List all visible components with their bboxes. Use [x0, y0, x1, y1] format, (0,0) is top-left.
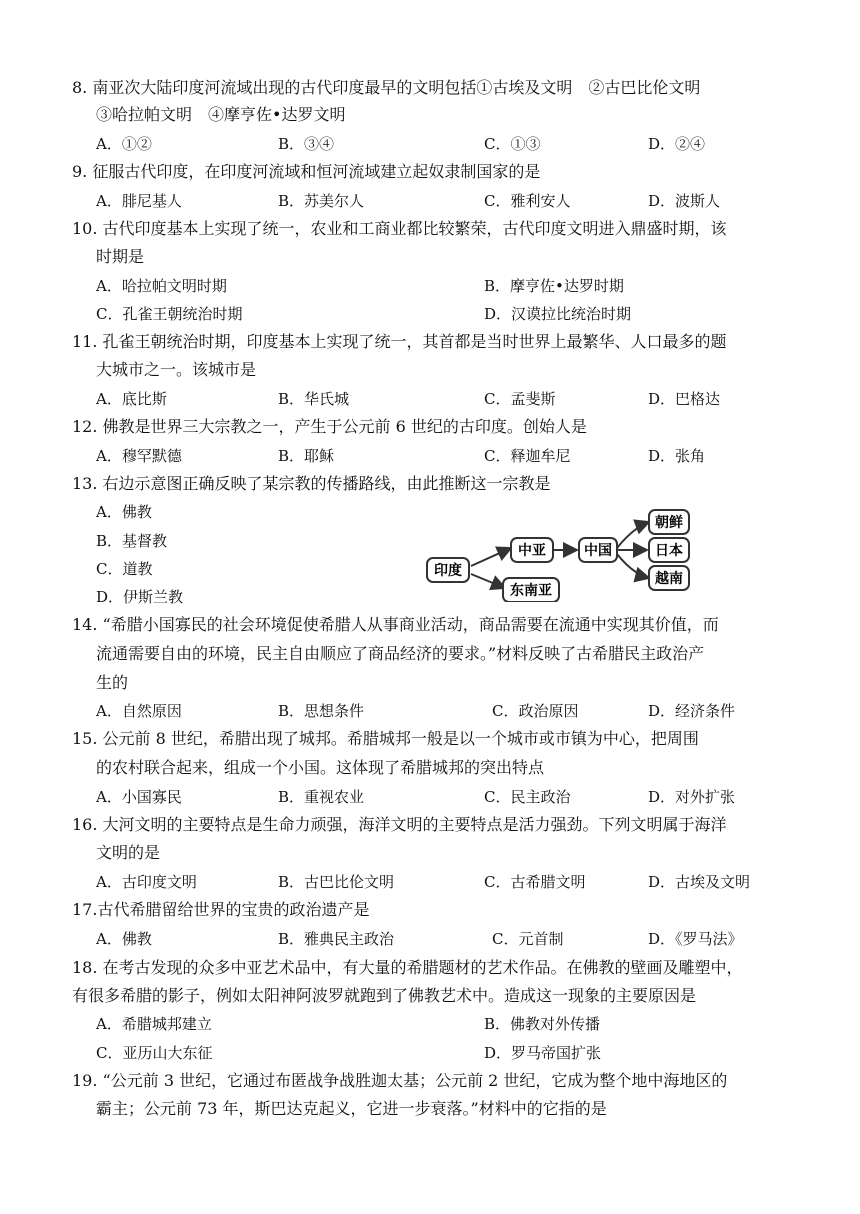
option-d: D．波斯人 — [648, 192, 721, 210]
question-10-line2: 时期是 — [96, 247, 145, 266]
option-b: B．耶稣 — [278, 447, 335, 465]
option-b: B．佛教对外传播 — [484, 1015, 601, 1033]
question-text: 公元前 8 世纪，希腊出现了城邦。希腊城邦一般是以一个城市或市镇为中心，把周围 — [102, 729, 699, 748]
question-number: 16. — [72, 815, 98, 834]
question-8-line1 — [72, 77, 700, 99]
option-d: D．《罗马法》 — [648, 930, 743, 948]
node-korea-label: 朝鲜 — [655, 515, 683, 531]
option-d: D．伊斯兰教 — [96, 588, 184, 606]
question-19-line1 — [72, 1070, 727, 1092]
arrow-china-vietnam — [617, 554, 649, 578]
option-d: D．张角 — [648, 447, 706, 465]
question-number: 15. — [72, 729, 98, 748]
question-15-line1 — [72, 728, 699, 750]
option-b: B．③④ — [278, 135, 335, 153]
question-15-line2: 的农村联合起来，组成一个小国。这体现了希腊城邦的突出特点 — [96, 758, 545, 777]
question-16-line2: 文明的是 — [96, 843, 161, 862]
node-vietnam-label: 越南 — [655, 571, 683, 587]
option-a: A．古印度文明 — [96, 873, 197, 891]
option-c: C．①③ — [484, 135, 541, 153]
arrow-india-southeastasia — [471, 574, 505, 588]
question-18-line2: 有很多希腊的影子，例如太阳神阿波罗就跑到了佛教艺术中。造成这一现象的主要原因是 — [72, 986, 697, 1005]
question-number: 19. — [72, 1071, 98, 1090]
question-text: 右边示意图正确反映了某宗教的传播路线，由此推断这一宗教是 — [102, 474, 551, 493]
option-a: A．哈拉帕文明时期 — [96, 277, 227, 295]
option-a: A．①② — [96, 135, 152, 153]
option-c: C．元首制 — [492, 930, 564, 948]
question-10-line1 — [72, 218, 727, 240]
question-text: 佛教是世界三大宗教之一，产生于公元前 6 世纪的古印度。创始人是 — [102, 417, 587, 436]
node-china-label: 中国 — [584, 543, 612, 559]
option-a: A．底比斯 — [96, 390, 167, 408]
question-12-line1 — [72, 416, 587, 438]
option-c: C．政治原因 — [492, 702, 579, 720]
question-text: 古代印度基本上实现了统一，农业和工商业都比较繁荣，古代印度文明进入鼎盛时期，该 — [102, 219, 727, 238]
question-number: 11. — [72, 332, 98, 351]
question-8-line2: ③哈拉帕文明 ④摩亨佐•达罗文明 — [96, 105, 346, 124]
question-text: 在考古发现的众多中亚艺术品中，有大量的希腊题材的艺术作品。在佛教的壁画及雕塑中， — [102, 958, 743, 977]
option-a: A．希腊城邦建立 — [96, 1015, 212, 1033]
question-text: 大河文明的主要特点是生命力顽强，海洋文明的主要特点是活力强劲。下列文明属于海洋 — [102, 815, 727, 834]
question-16-line1 — [72, 814, 727, 836]
option-d: D．经济条件 — [648, 702, 736, 720]
option-c: C．古希腊文明 — [484, 873, 586, 891]
question-text: 古代希腊留给世界的宝贵的政治遗产是 — [97, 900, 370, 919]
option-c: C．亚历山大东征 — [96, 1044, 213, 1062]
question-14-line3: 生的 — [96, 673, 129, 692]
option-c: C．民主政治 — [484, 788, 571, 806]
option-d: D．巴格达 — [648, 390, 721, 408]
option-b: B．华氏城 — [278, 390, 350, 408]
option-d: D．②④ — [648, 135, 706, 153]
question-number: 8. — [72, 78, 88, 97]
option-d: D．对外扩张 — [648, 788, 736, 806]
question-number: 12. — [72, 417, 98, 436]
question-text: 孔雀王朝统治时期，印度基本上实现了统一，其首都是当时世界上最繁华、人口最多的题 — [102, 332, 727, 351]
option-b: B．雅典民主政治 — [278, 930, 395, 948]
option-c: C．雅利安人 — [484, 192, 571, 210]
question-number: 14. — [72, 615, 98, 634]
option-b: B．苏美尔人 — [278, 192, 365, 210]
option-c: C．道教 — [96, 560, 153, 578]
option-c: C．释迦牟尼 — [484, 447, 571, 465]
option-c: C．孔雀王朝统治时期 — [96, 305, 243, 323]
arrow-india-centralasia — [471, 548, 511, 566]
question-11-line2: 大城市之一。该城市是 — [96, 360, 257, 379]
option-a: A．佛教 — [96, 930, 152, 948]
option-b: B．摩亨佐•达罗时期 — [484, 277, 624, 295]
option-a: A．自然原因 — [96, 702, 182, 720]
option-a: A．腓尼基人 — [96, 192, 182, 210]
question-17-line1 — [72, 899, 369, 921]
question-text: 征服古代印度，在印度河流域和恒河流域建立起奴隶制国家的是 — [92, 162, 541, 181]
option-b: B．思想条件 — [278, 702, 365, 720]
node-central-asia-label: 中亚 — [518, 543, 546, 559]
question-14-line1 — [72, 614, 719, 636]
option-b: B．重视农业 — [278, 788, 365, 806]
option-a: A．穆罕默德 — [96, 447, 182, 465]
question-9-line1 — [72, 161, 540, 183]
question-text: “希腊小国寡民的社会环境促使希腊人从事商业活动，商品需要在流通中实现其价值，而 — [102, 615, 719, 634]
question-text: “公元前 3 世纪，它通过布匿战争战胜迦太基；公元前 2 世纪，它成为整个地中海地区的 — [102, 1071, 728, 1090]
option-a: A．佛教 — [96, 503, 152, 521]
question-number: 9. — [72, 162, 88, 181]
node-southeast-asia-label: 东南亚 — [510, 583, 552, 599]
question-number: 10. — [72, 219, 98, 238]
option-d: D．汉谟拉比统治时期 — [484, 305, 632, 323]
option-d: D．古埃及文明 — [648, 873, 751, 891]
option-b: B．古巴比伦文明 — [278, 873, 395, 891]
arrow-china-korea — [617, 522, 649, 548]
node-india-label: 印度 — [434, 563, 462, 579]
node-japan-label: 日本 — [655, 543, 683, 559]
option-c: C．孟斐斯 — [484, 390, 556, 408]
question-18-line1 — [72, 957, 743, 979]
option-a: A．小国寡民 — [96, 788, 182, 806]
question-number: 17. — [72, 900, 98, 919]
question-19-line2: 霸主；公元前 73 年，斯巴达克起义，它进一步衰落。”材料中的它指的是 — [96, 1099, 607, 1118]
question-number: 13. — [72, 474, 98, 493]
question-13-line1 — [72, 473, 551, 495]
option-b: B．基督教 — [96, 532, 168, 550]
question-11-line1 — [72, 331, 727, 353]
question-number: 18. — [72, 958, 98, 977]
option-d: D．罗马帝国扩张 — [484, 1044, 602, 1062]
question-14-line2: 流通需要自由的环境，民主自由顺应了商品经济的要求。”材料反映了古希腊民主政治产 — [96, 644, 705, 663]
question-text: 南亚次大陆印度河流域出现的古代印度最早的文明包括①古埃及文明 ②古巴比伦文明 — [92, 78, 701, 97]
religion-spread-diagram — [425, 504, 705, 602]
